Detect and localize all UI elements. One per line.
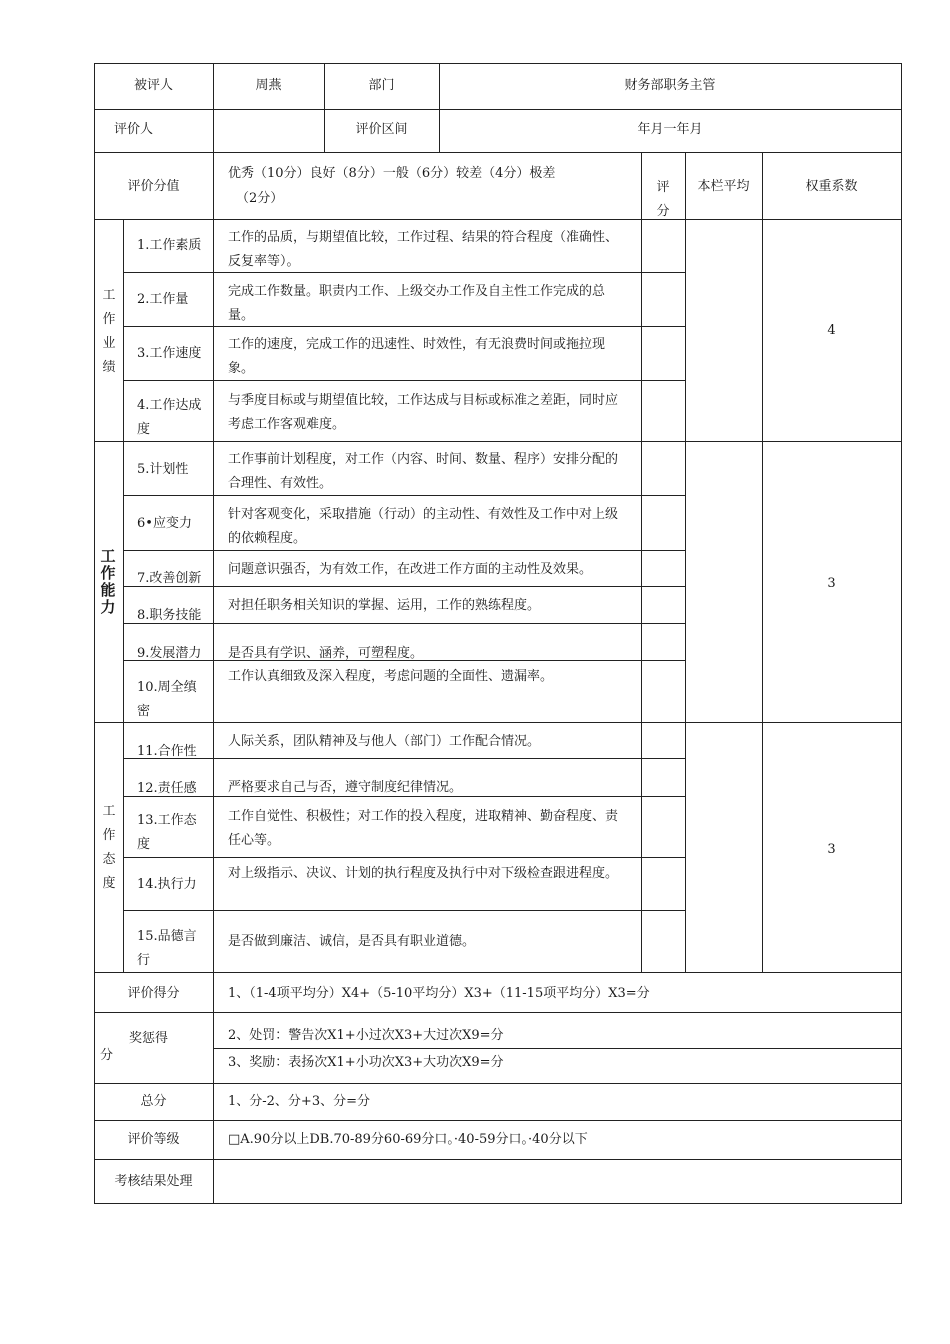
grade-options: □A.90分以上DB.70-89分60-69分口。·40-59分口。·40分以下 [228, 1132, 588, 1147]
item-name: 10.周全缜密 [137, 680, 197, 719]
evaluator-label: 评价人 [114, 122, 154, 137]
item-description: 严格要求自己与否，遵守制度纪律情况。 [228, 780, 463, 795]
eval-score-formula: 1、（1-4项平均分）X4+（5-10平均分）X3+（11-15项平均分）X3=分 [228, 986, 650, 1001]
item-name: 12.责任感 [137, 781, 197, 796]
item-description: 工作认真细致及深入程度，考虑问题的全面性、遗漏率。 [228, 669, 554, 684]
item-description: 对担任职务相关知识的掌握、运用，工作的熟练程度。 [228, 598, 541, 613]
grade-label: 评价等级 [127, 1132, 180, 1147]
item-name: 13.工作态度 [137, 813, 197, 852]
item-name: 11.合作性 [137, 744, 197, 759]
reward-label-cont: 分 [100, 1048, 114, 1063]
evaluatee-label: 被评人 [133, 78, 173, 93]
item-description: 对上级指示、决议、计划的执行程度及执行中对下级检查跟进程度。 [228, 866, 619, 881]
item-name: 9.发展潜力 [137, 646, 202, 661]
score-scale-line2: （2分） [236, 191, 284, 206]
item-name: 7.改善创新 [137, 571, 202, 586]
group-weight-attitude: 3 [827, 842, 836, 857]
score-scale-label: 评价分值 [127, 179, 180, 194]
item-name: 3.工作速度 [137, 346, 202, 361]
item-name: 4.工作达成度 [137, 398, 202, 437]
item-description: 工作自觉性、积极性；对工作的投入程度，进取精神、勤奋程度、责任心等。 [228, 809, 619, 848]
eval-score-label: 评价得分 [127, 986, 180, 1001]
group-title-performance: 工作业绩 [102, 288, 116, 375]
period-label: 评价区间 [355, 122, 408, 137]
dept-label: 部门 [368, 78, 395, 93]
score-column-header: 评分 [656, 180, 670, 219]
item-description: 问题意识强否，为有效工作，在改进工作方面的主动性及效果。 [228, 562, 593, 577]
item-description: 完成工作数量。职责内工作、上级交办工作及自主性工作完成的总量。 [228, 284, 606, 323]
group-weight-performance: 4 [827, 323, 836, 338]
item-description: 工作事前计划程度，对工作（内容、时间、数量、程序）安排分配的合理性、有效性。 [228, 452, 619, 491]
period-value: 年月一年月 [637, 122, 703, 137]
weight-column-header: 权重系数 [805, 179, 858, 194]
group-title-attitude: 工作态度 [102, 804, 116, 891]
item-name: 1.工作素质 [137, 238, 202, 253]
dept-value: 财务部职务主管 [624, 78, 716, 93]
group-title-ability: 工作能力 [100, 547, 116, 616]
total-label: 总分 [140, 1094, 167, 1109]
item-name: 6•应变力 [137, 516, 192, 531]
item-description: 与季度目标或与期望值比较，工作达成与目标或标准之差距，同时应考虑工作客观难度。 [228, 393, 619, 432]
result-label: 考核结果处理 [114, 1174, 193, 1189]
item-description: 工作的品质，与期望值比较，工作过程、结果的符合程度（准确性、反复率等）。 [228, 230, 619, 269]
reward-formula: 3、奖励：表扬次X1+小功次X3+大功次X9=分 [228, 1055, 504, 1070]
total-formula: 1、分-2、分+3、分=分 [228, 1094, 370, 1109]
group-weight-ability: 3 [827, 576, 836, 591]
item-name: 8.职务技能 [137, 608, 202, 623]
item-name: 15.品德言行 [137, 929, 197, 968]
penalty-formula: 2、处罚：警告次X1+小过次X3+大过次X9=分 [228, 1028, 504, 1043]
reward-label: 奖惩得 [129, 1031, 169, 1046]
item-description: 是否做到廉洁、诚信，是否具有职业道德。 [228, 934, 476, 949]
item-description: 人际关系，团队精神及与他人（部门）工作配合情况。 [228, 734, 541, 749]
score-scale-line1: 优秀（10分）良好（8分）一般（6分）较差（4分）极差 [228, 166, 556, 181]
item-description: 针对客观变化，采取措施（行动）的主动性、有效性及工作中对上级的依赖程度。 [228, 507, 619, 546]
item-description: 是否具有学识、涵养，可塑程度。 [228, 646, 424, 661]
item-name: 14.执行力 [137, 877, 197, 892]
item-name: 5.计划性 [137, 462, 189, 477]
item-description: 工作的速度，完成工作的迅速性、时效性，有无浪费时间或拖拉现象。 [228, 337, 606, 376]
item-name: 2.工作量 [137, 292, 189, 307]
average-column-header: 本栏平均 [697, 179, 750, 194]
evaluatee-value: 周燕 [255, 78, 282, 93]
